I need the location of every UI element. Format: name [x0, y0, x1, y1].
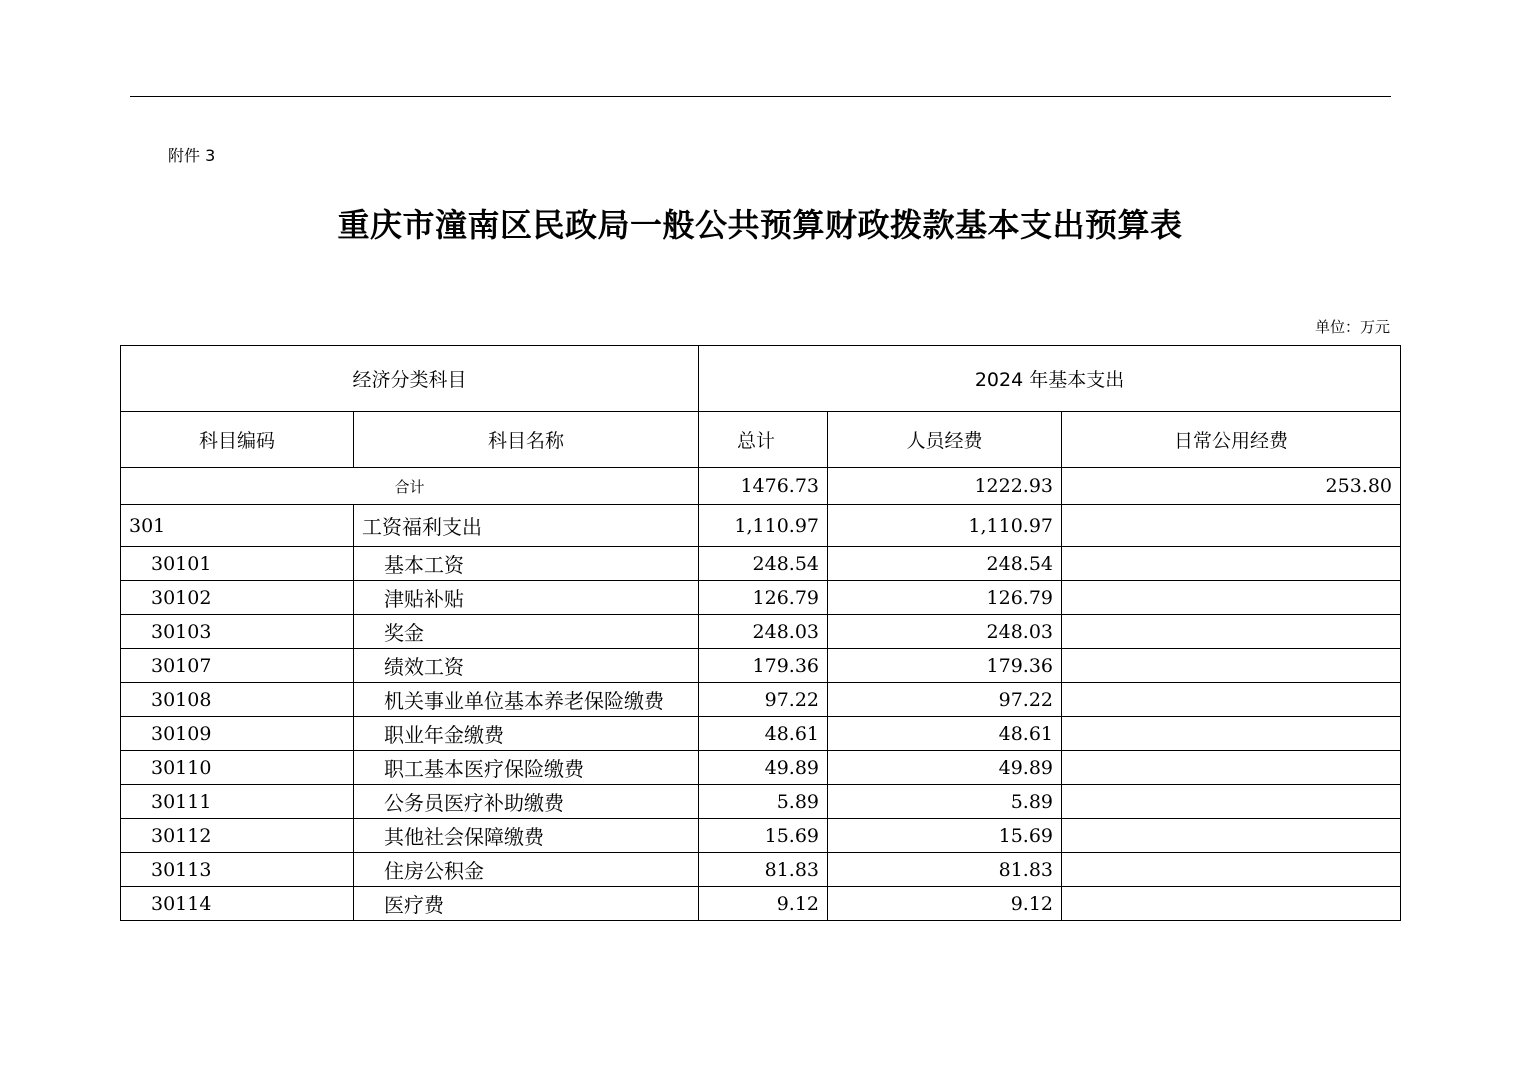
table-row: [121, 649, 1401, 683]
total-row: [121, 468, 1401, 505]
header-rule: [130, 96, 1391, 97]
row-personnel: 248.03: [828, 615, 1062, 649]
row-personnel: 126.79: [828, 581, 1062, 615]
row-total: 81.83: [699, 853, 828, 887]
budget-table: [120, 345, 1401, 921]
row-name: 津贴补贴: [354, 581, 699, 615]
column-header-code: 科目编码: [121, 412, 354, 468]
table-row: [121, 853, 1401, 887]
row-name: 公务员医疗补助缴费: [354, 785, 699, 819]
column-header-total: 总计: [699, 412, 828, 468]
row-total: 179.36: [699, 649, 828, 683]
column-header-personnel: 人员经费: [828, 412, 1062, 468]
row-code: 301: [121, 505, 354, 547]
row-total: 49.89: [699, 751, 828, 785]
table-row: [121, 751, 1401, 785]
row-code: 30109: [121, 717, 354, 751]
attachment-label: 附件 3: [168, 146, 216, 165]
row-name: 职工基本医疗保险缴费: [354, 751, 699, 785]
row-code: 30113: [121, 853, 354, 887]
row-total: 126.79: [699, 581, 828, 615]
table-row: [121, 785, 1401, 819]
row-name: 绩效工资: [354, 649, 699, 683]
row-public: [1062, 683, 1401, 717]
row-code: 30108: [121, 683, 354, 717]
row-personnel: 97.22: [828, 683, 1062, 717]
row-public: [1062, 581, 1401, 615]
row-name: 其他社会保障缴费: [354, 819, 699, 853]
table-row: [121, 819, 1401, 853]
row-personnel: 15.69: [828, 819, 1062, 853]
row-code: 30102: [121, 581, 354, 615]
row-code: 30112: [121, 819, 354, 853]
group-header-economic: 经济分类科目: [121, 346, 699, 412]
table-row: [121, 683, 1401, 717]
row-total: 9.12: [699, 887, 828, 921]
row-name: 医疗费: [354, 887, 699, 921]
row-name: 工资福利支出: [354, 505, 699, 547]
row-total: 5.89: [699, 785, 828, 819]
row-name: 住房公积金: [354, 853, 699, 887]
row-public: [1062, 819, 1401, 853]
row-code: 30101: [121, 547, 354, 581]
row-personnel: 48.61: [828, 717, 1062, 751]
row-public: [1062, 751, 1401, 785]
table-row: [121, 717, 1401, 751]
row-name: 机关事业单位基本养老保险缴费: [354, 683, 699, 717]
row-public: [1062, 785, 1401, 819]
total-row-personnel: 1222.93: [828, 468, 1062, 505]
row-personnel: 49.89: [828, 751, 1062, 785]
total-row-total: 1476.73: [699, 468, 828, 505]
row-code: 30110: [121, 751, 354, 785]
row-personnel: 9.12: [828, 887, 1062, 921]
table-row: [121, 887, 1401, 921]
row-code: 30111: [121, 785, 354, 819]
row-personnel: 248.54: [828, 547, 1062, 581]
row-total: 248.54: [699, 547, 828, 581]
row-public: [1062, 717, 1401, 751]
row-public: [1062, 505, 1401, 547]
row-total: 97.22: [699, 683, 828, 717]
row-personnel: 81.83: [828, 853, 1062, 887]
row-public: [1062, 615, 1401, 649]
row-public: [1062, 887, 1401, 921]
row-name: 基本工资: [354, 547, 699, 581]
column-header-public: 日常公用经费: [1062, 412, 1401, 468]
table-row: [121, 615, 1401, 649]
unit-label: 单位：万元: [1314, 318, 1390, 336]
row-personnel: 5.89: [828, 785, 1062, 819]
table-row: [121, 547, 1401, 581]
group-header-basic-expenditure: 2024 年基本支出: [699, 346, 1401, 412]
row-name: 职业年金缴费: [354, 717, 699, 751]
row-total: 48.61: [699, 717, 828, 751]
table-row: [121, 581, 1401, 615]
row-public: [1062, 547, 1401, 581]
row-code: 30114: [121, 887, 354, 921]
total-row-public: 253.80: [1062, 468, 1401, 505]
row-public: [1062, 649, 1401, 683]
column-header-name: 科目名称: [354, 412, 699, 468]
table-column-header-row: [121, 412, 1401, 468]
row-total: 1,110.97: [699, 505, 828, 547]
row-total: 15.69: [699, 819, 828, 853]
table-row: [121, 505, 1401, 547]
row-public: [1062, 853, 1401, 887]
row-total: 248.03: [699, 615, 828, 649]
table-group-header-row: [121, 346, 1401, 412]
row-name: 奖金: [354, 615, 699, 649]
total-row-label: 合计: [121, 468, 699, 505]
row-personnel: 1,110.97: [828, 505, 1062, 547]
row-code: 30107: [121, 649, 354, 683]
page-title: 重庆市潼南区民政局一般公共预算财政拨款基本支出预算表: [337, 206, 1183, 244]
row-code: 30103: [121, 615, 354, 649]
row-personnel: 179.36: [828, 649, 1062, 683]
